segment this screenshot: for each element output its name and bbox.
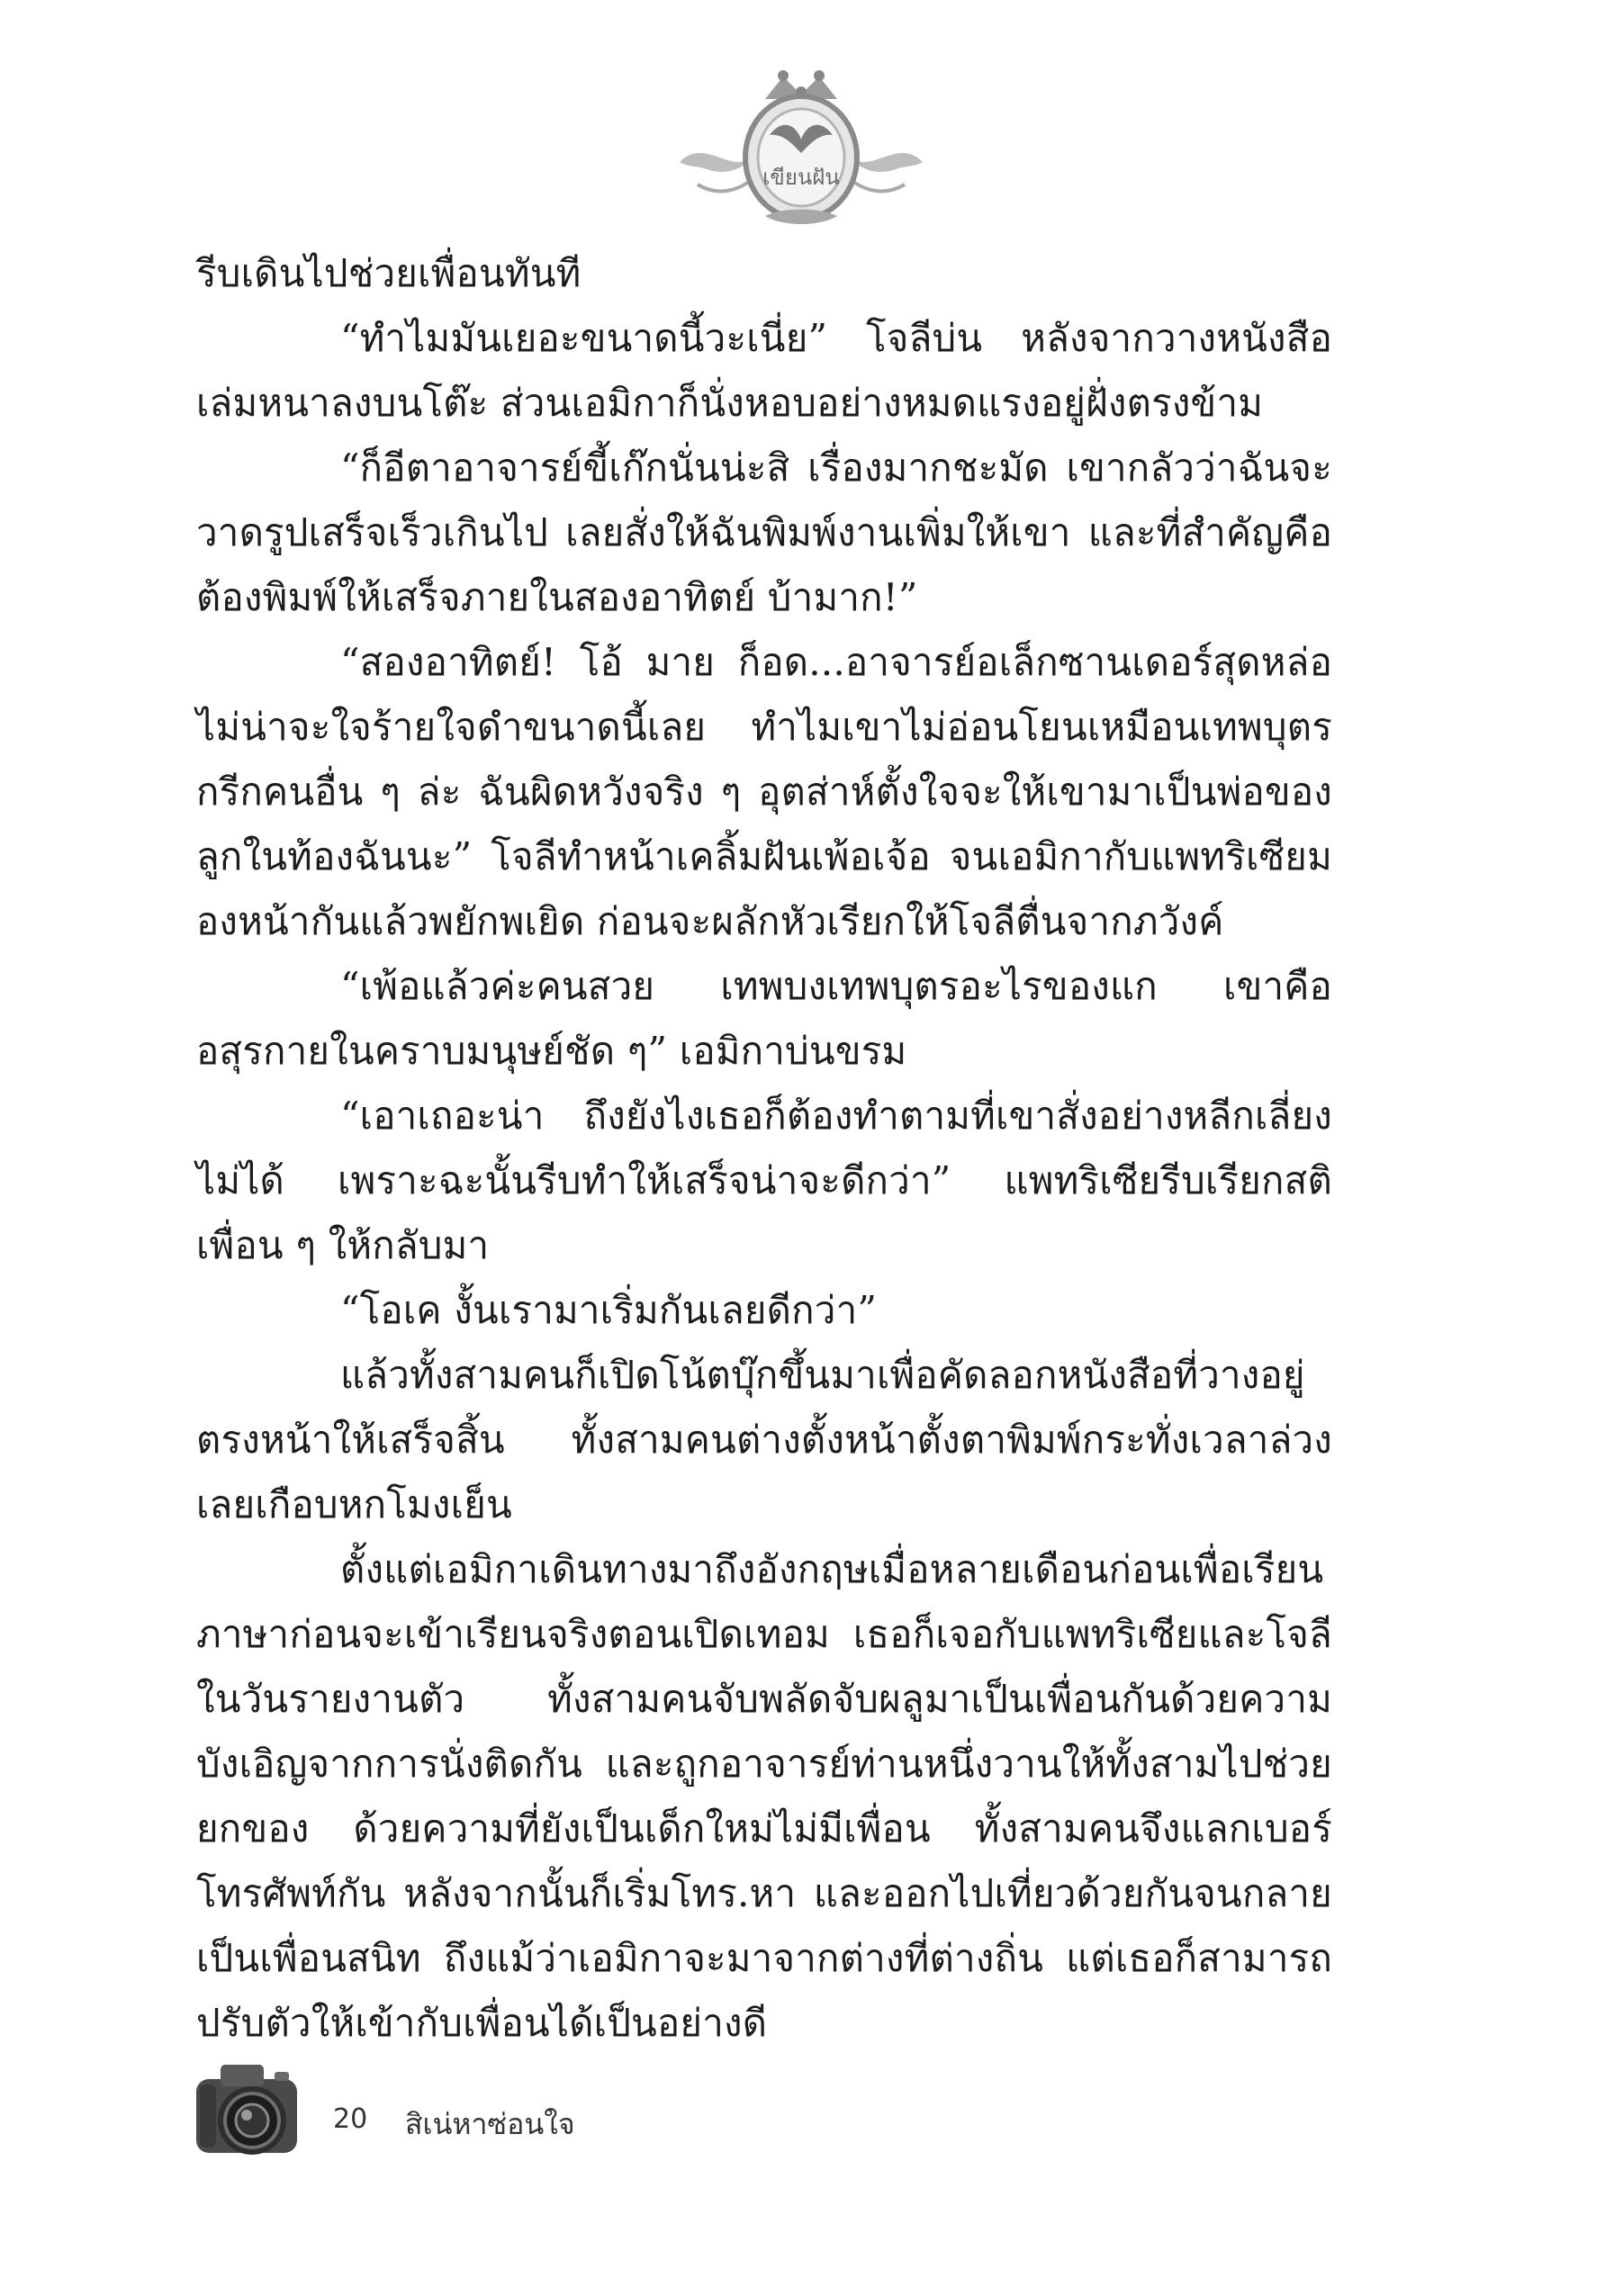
paragraph: “ทำไมมันเยอะขนาดนี้วะเนี่ย” โจลีบ่น หลังจากวางหนังสือเล่มหนาลงบนโต๊ะ ส่วนเอมิกาก็นั่งหอบอย่างหมดแรงอยู่ฝั่งตรงข้าม — [196, 316, 1332, 425]
page-footer — [189, 2052, 819, 2169]
paragraph: “เพ้อแล้วค่ะคนสวย เทพบงเทพบุตรอะไรของแก เขาคืออสุรกายในคราบมนุษย์ชัด ๆ” เอมิกาบ่นขรม — [196, 964, 1332, 1073]
paragraph: ตั้งแต่เอมิกาเดินทางมาถึงอังกฤษเมื่อหลายเดือนก่อนเพื่อเรียนภาษาก่อนจะเข้าเรียนจริงตอนเปิดเทอม เธอก็เจอกับแพทริเซียและโจลีในวันรายงานตัว ทั้งสามคนจับพลัดจับผลูมาเป็นเพื่อนกันด้วยความบังเอิญจากการนั่งติดกัน และถูกอาจารย์ท่านหนึ่งวานให้ทั้งสามไปช่วยยกของ ด้วยความที่ยังเป็นเด็กใหม่ไม่มีเพื่อน ทั้งสามคนจึงแลกเบอร์โทรศัพท์กัน หลังจากนั้นก็เริ่มโทร.หา และออกไปเที่ยวด้วยกันจนกลายเป็นเพื่อนสนิท ถึงแม้ว่าเอมิกาจะมาจากต่างที่ต่างถิ่น แต่เธอก็สามารถปรับตัวให้เข้ากับเพื่อนได้เป็นอย่างดี — [196, 1547, 1332, 2045]
book-title: สิเน่หาซ่อนใจ — [405, 2107, 575, 2141]
paragraph: แล้วทั้งสามคนก็เปิดโน้ตบุ๊กขึ้นมาเพื่อคัดลอกหนังสือที่วางอยู่ตรงหน้าให้เสร็จสิ้น ทั้งสามคนต่างตั้งหน้าตั้งตาพิมพ์กระทั่งเวลาล่วงเลยเกือบหกโมงเย็น — [196, 1353, 1332, 1526]
publisher-logo — [671, 63, 932, 234]
ornament-crest-icon — [671, 63, 932, 234]
camera-icon — [189, 2052, 315, 2169]
paragraph: “สองอาทิตย์! โอ้ มาย ก็อด...อาจารย์อเล็กซานเดอร์สุดหล่อไม่น่าจะใจร้ายใจดำขนาดนี้เลย ทำไมเขาไม่อ่อนโยนเหมือนเทพบุตรกรีกคนอื่น ๆ ล่ะ ฉันผิดหวังจริง ๆ อุตส่าห์ตั้งใจจะให้เขามาเป็นพ่อของลูกในท้องฉันนะ” โจลีทำหน้าเคลิ้มฝันเพ้อเจ้อ จนเอมิกากับแพทริเซียมองหน้ากันแล้วพยักพเยิด ก่อนจะผลักหัวเรียกให้โจลีตื่นจากภวังค์ — [196, 640, 1332, 943]
page-number: 20 — [333, 2103, 368, 2135]
logo-text: เขียนฝัน — [762, 165, 840, 190]
page-body — [196, 241, 1332, 2056]
paragraph: “ก็อีตาอาจารย์ขี้เก๊กนั่นน่ะสิ เรื่องมากชะมัด เขากลัวว่าฉันจะวาดรูปเสร็จเร็วเกินไป เลยสั่งให้ฉันพิมพ์งานเพิ่มให้เขา และที่สำคัญคือต้องพิมพ์ให้เสร็จภายในสองอาทิตย์ บ้ามาก!” — [196, 446, 1332, 619]
paragraph: “โอเค งั้นเรามาเริ่มกันเลยดีกว่า” — [340, 1288, 878, 1332]
paragraph: รีบเดินไปช่วยเพื่อนทันที — [196, 251, 582, 295]
paragraph: “เอาเถอะน่า ถึงยังไงเธอก็ต้องทำตามที่เขาสั่งอย่างหลีกเลี่ยงไม่ได้ เพราะฉะนั้นรีบทำให้เสร็จน่าจะดีกว่า” แพทริเซียรีบเรียกสติเพื่อน ๆ ให้กลับมา — [196, 1094, 1332, 1267]
